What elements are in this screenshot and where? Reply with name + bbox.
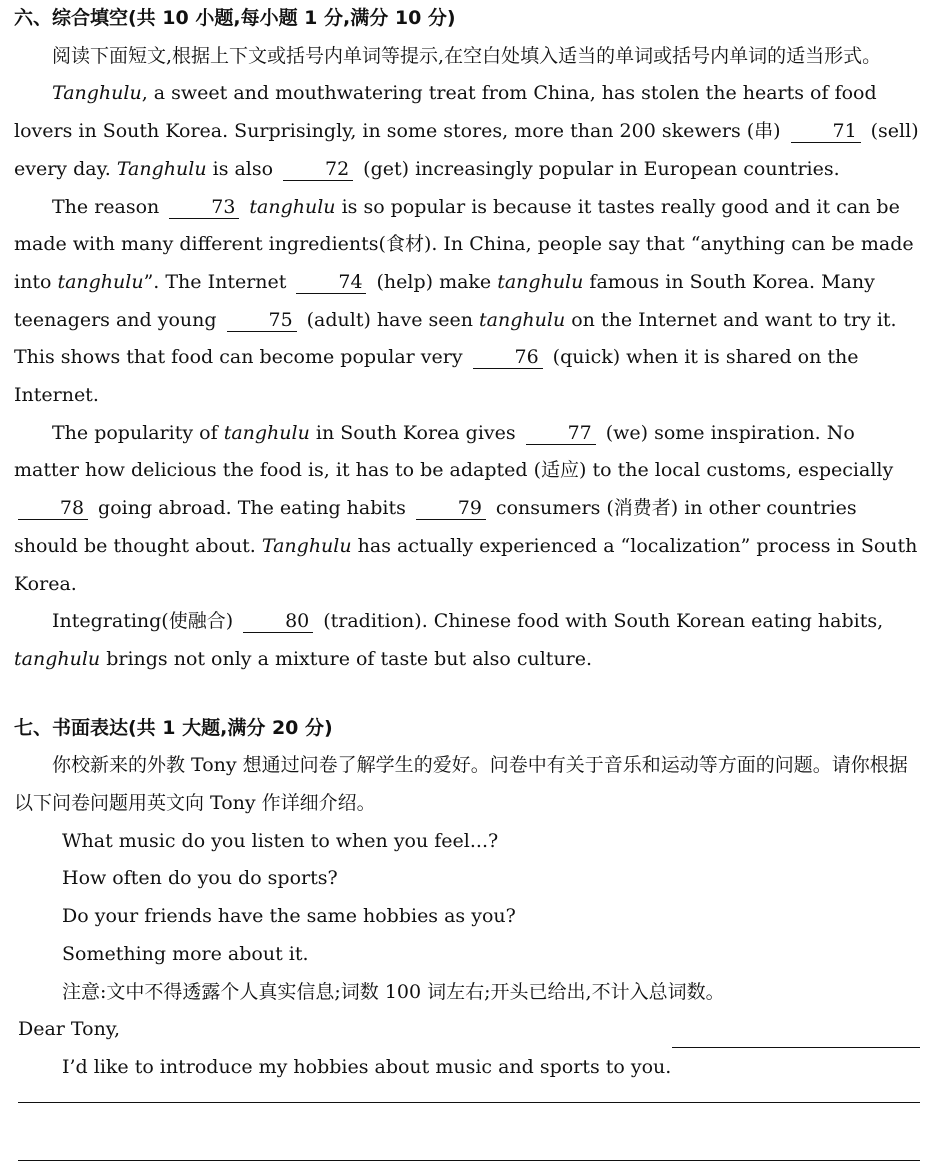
answer-line-2[interactable] bbox=[18, 1102, 920, 1103]
passage-text: on the Internet and want to try it. This shows that food can become popular very bbox=[14, 308, 897, 369]
passage-text: famous in South Korea. Many teenagers and young bbox=[14, 270, 875, 331]
answer-line-3[interactable] bbox=[18, 1160, 920, 1161]
blank-77[interactable]: 77 bbox=[526, 422, 596, 445]
passage-text: Integrating(使融合) bbox=[52, 610, 240, 633]
passage-text: (sell) every day. bbox=[14, 120, 919, 180]
passage-text: tanghulu bbox=[57, 270, 144, 293]
writing-note: 注意:文中不得透露个人真实信息;词数 100 词左右;开头已给出,不计入总词数。 bbox=[62, 980, 725, 1003]
question-item: What music do you listen to when you feel...? bbox=[62, 829, 499, 852]
blank-73[interactable]: 73 bbox=[169, 196, 239, 219]
section-6-heading: 六、综合填空(共 10 小题,每小题 1 分,满分 10 分) bbox=[14, 7, 456, 29]
passage-text: has actually experienced a “localization” process in South Korea. bbox=[14, 534, 918, 595]
answer-line-1[interactable] bbox=[672, 1047, 920, 1048]
blank-79[interactable]: 79 bbox=[416, 497, 486, 520]
blank-74[interactable]: 74 bbox=[296, 271, 366, 294]
passage-paragraph-2 bbox=[14, 189, 924, 415]
blank-71[interactable]: 71 bbox=[791, 120, 861, 143]
passage-text: Tanghulu bbox=[52, 82, 142, 105]
section-7 bbox=[14, 710, 924, 1087]
section-6-instruction: 阅读下面短文,根据上下文或括号内单词等提示,在空白处填入适当的单词或括号内单词的适当形式。 bbox=[52, 44, 882, 67]
blank-75[interactable]: 75 bbox=[227, 309, 297, 332]
passage-text: Tanghulu bbox=[261, 534, 352, 557]
passage-text: The reason bbox=[52, 195, 166, 218]
passage-text: (quick) when it is shared on the Internet. bbox=[14, 346, 859, 407]
question-item: How often do you do sports? bbox=[62, 867, 338, 890]
passage-text: (help) make bbox=[370, 270, 498, 293]
passage-text: The popularity of bbox=[52, 421, 224, 444]
question-item: Something more about it. bbox=[62, 942, 309, 965]
passage-text: tanghulu bbox=[249, 195, 336, 218]
passage-text: , a sweet and mouthwatering treat from China, has stolen the hearts of food lovers in South Korea. Surprisingly, in some stores, more than 200 skewers (串) bbox=[14, 82, 877, 143]
letter-opening-text: I’d like to introduce my hobbies about music and sports to you. bbox=[62, 1055, 672, 1078]
passage-text: (adult) have seen bbox=[300, 308, 480, 331]
letter-salutation: Dear Tony, bbox=[18, 1018, 121, 1041]
passage-text: consumers (消费者) in other countries should be thought about. bbox=[14, 497, 857, 557]
passage-paragraph-4 bbox=[14, 603, 924, 678]
blank-72[interactable]: 72 bbox=[283, 158, 353, 181]
passage-text: brings not only a mixture of taste but also culture. bbox=[100, 647, 593, 670]
passage-text: is also bbox=[206, 157, 280, 180]
passage-text: (we) some inspiration. No matter how delicious the food is, it has to be adapted (适应) to the local customs, especially bbox=[14, 421, 894, 482]
passage-text: in South Korea gives bbox=[309, 421, 522, 444]
passage-text: is so popular is because it tastes really good and it can be made with many different ingredients(食材). In China, people say that “anything can be made into bbox=[14, 195, 914, 293]
section-7-heading: 七、书面表达(共 1 大题,满分 20 分) bbox=[14, 716, 333, 739]
passage-text: (tradition). Chinese food with South Korean eating habits, bbox=[317, 610, 884, 633]
blank-78[interactable]: 78 bbox=[18, 497, 88, 520]
passage-paragraph-1 bbox=[14, 75, 924, 188]
passage-text: going abroad. The eating habits bbox=[92, 497, 412, 520]
passage-text: tanghulu bbox=[223, 421, 310, 444]
passage-paragraph-3 bbox=[14, 415, 924, 604]
passage-text: tanghulu bbox=[14, 647, 101, 670]
passage-text: tanghulu bbox=[479, 308, 566, 331]
blank-76[interactable]: 76 bbox=[473, 346, 543, 369]
passage-text: ”. The Internet bbox=[143, 270, 293, 293]
question-item: Do your friends have the same hobbies as you? bbox=[62, 905, 516, 928]
passage-text: Tanghulu bbox=[116, 157, 207, 180]
blank-80[interactable]: 80 bbox=[243, 610, 313, 633]
passage-text: tanghulu bbox=[497, 270, 584, 293]
letter-opening-line bbox=[14, 1049, 924, 1087]
exam-page bbox=[14, 0, 924, 1087]
writing-task-intro: 你校新来的外教 Tony 想通过问卷了解学生的爱好。问卷中有关于音乐和运动等方面的问题。请你根据以下问卷问题用英文向 Tony 作详细介绍。 bbox=[14, 754, 908, 815]
passage-text: (get) increasingly popular in European countries. bbox=[357, 157, 840, 180]
